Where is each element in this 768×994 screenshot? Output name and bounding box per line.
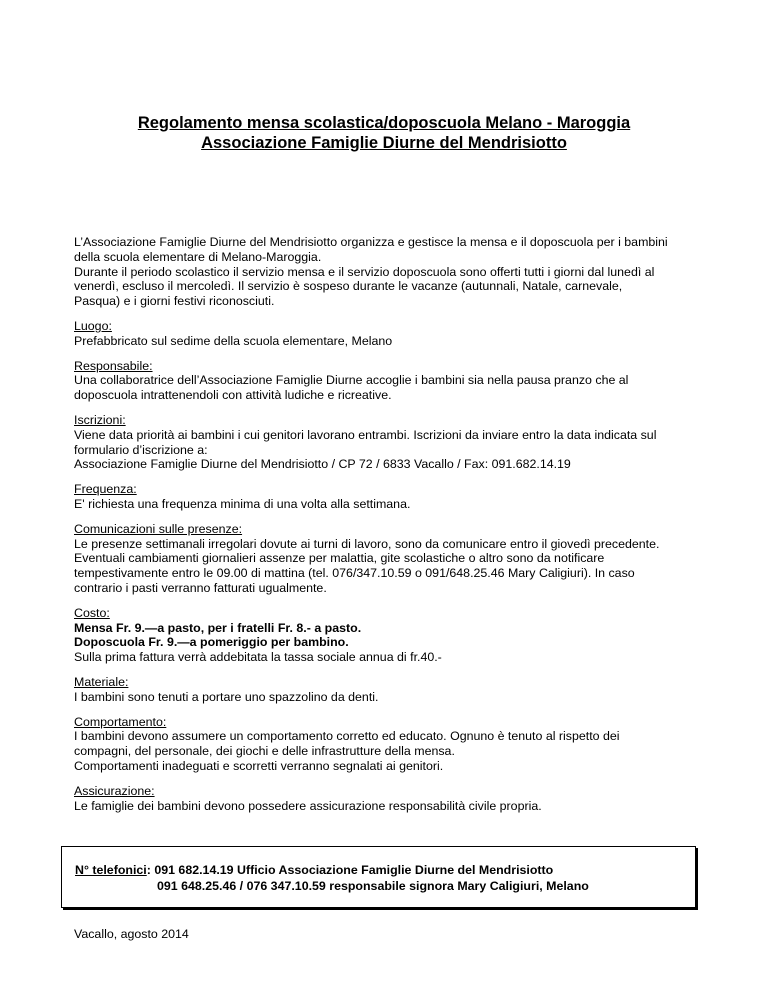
section-heading: Frequenza: bbox=[74, 482, 137, 497]
section-costo bbox=[74, 606, 714, 665]
price-line: Mensa Fr. 9.—a pasto, per i fratelli Fr. 8.- a pasto. bbox=[74, 620, 362, 635]
section-responsabile bbox=[74, 359, 714, 403]
section-line: Associazione Famiglie Diurne del Mendrisiotto / CP 72 / 6833 Vacallo / Fax: 091.682.14.19 bbox=[74, 457, 571, 472]
document-body bbox=[74, 235, 714, 823]
intro-line: Pasqua) e i giorni festivi riconosciuti. bbox=[74, 294, 275, 309]
section-heading: Responsabile: bbox=[74, 358, 153, 373]
section-assicurazione bbox=[74, 784, 714, 814]
section-line: E' richiesta una frequenza minima di una volta alla settimana. bbox=[74, 496, 411, 511]
section-heading: Comunicazioni sulle presenze: bbox=[74, 521, 243, 536]
section-line: doposcuola intrattenendoli con attività ludiche e ricreative. bbox=[74, 388, 392, 403]
section-line: Sulla prima fattura verrà addebitata la tassa sociale annua di fr.40.- bbox=[74, 650, 442, 665]
section-line: I bambini sono tenuti a portare uno spazzolino da denti. bbox=[74, 689, 379, 704]
section-line: Comportamenti inadeguati e scorretti verranno segnalati ai genitori. bbox=[74, 758, 444, 773]
section-heading: Costo: bbox=[74, 605, 110, 620]
section-line: Le famiglie dei bambini devono possedere assicurazione responsabilità civile propria. bbox=[74, 798, 542, 813]
section-line: compagni, del personale, dei giochi e delle infrastrutture della mensa. bbox=[74, 744, 455, 759]
contacts-box bbox=[61, 846, 696, 908]
section-materiale bbox=[74, 675, 714, 705]
document-title: Regolamento mensa scolastica/doposcuola Melano - Maroggia bbox=[137, 114, 631, 132]
intro-line: L’Associazione Famiglie Diurne del Mendrisiotto organizza e gestisce la mensa e il doposcuola per i bambini bbox=[74, 235, 668, 249]
section-line: tempestivamente entro le 09.00 di mattina (tel. 076/347.10.59 o 091/648.25.46 Mary Caligiuri). In caso bbox=[74, 566, 635, 581]
place-date: Vacallo, agosto 2014 bbox=[74, 927, 189, 941]
section-line: Viene data priorità ai bambini i cui genitori lavorano entrambi. Iscrizioni da inviare entro la data indicata sul bbox=[74, 427, 657, 442]
price-line: Doposcuola Fr. 9.—a pomeriggio per bambino. bbox=[74, 635, 349, 650]
section-heading: Assicurazione: bbox=[74, 783, 155, 798]
section-line: Le presenze settimanali irregolari dovute ai turni di lavoro, sono da comunicare entro il giovedì precedente. bbox=[74, 536, 660, 551]
section-comunicazioni bbox=[74, 522, 714, 596]
intro-line: Durante il periodo scolastico il servizio mensa e il servizio doposcuola sono offerti tutti i giorni dal lunedì al bbox=[74, 264, 655, 279]
section-line: I bambini devono assumere un comportamento corretto ed educato. Ognuno è tenuto al rispetto dei bbox=[74, 729, 620, 744]
contacts-label: N° telefonici bbox=[75, 863, 147, 877]
section-iscrizioni bbox=[74, 413, 714, 472]
section-heading: Iscrizioni: bbox=[74, 412, 126, 427]
intro-line: venerdì, escluso il mercoledì. Il servizio è sospeso durante le vacanze (autunnali, Natale, carnevale, bbox=[74, 279, 623, 294]
section-line: formulario d’iscrizione a: bbox=[74, 442, 208, 457]
section-frequenza bbox=[74, 482, 714, 512]
contact-line-office bbox=[75, 863, 553, 878]
section-heading: Luogo: bbox=[74, 318, 112, 333]
section-luogo bbox=[74, 319, 714, 349]
section-heading: Materiale: bbox=[74, 674, 129, 689]
document-subtitle: Associazione Famiglie Diurne del Mendrisiotto bbox=[201, 134, 567, 152]
intro-line: della scuola elementare di Melano-Maroggia. bbox=[74, 249, 322, 264]
section-line: Una collaboratrice dell’Associazione Famiglie Diurne accoglie i bambini sia nella pausa pranzo che al bbox=[74, 373, 629, 388]
section-line: contrario i pasti verranno fatturati ugualmente. bbox=[74, 580, 327, 595]
section-heading: Comportamento: bbox=[74, 714, 167, 729]
intro-paragraph bbox=[74, 235, 714, 309]
section-line: Eventuali cambiamenti giornalieri assenze per malattia, gite scolastiche o altro sono da notificare bbox=[74, 551, 605, 566]
contact-line-responsible: 091 648.25.46 / 076 347.10.59 responsabile signora Mary Caligiuri, Melano bbox=[157, 879, 589, 893]
contact-office-text: : 091 682.14.19 Ufficio Associazione Famiglie Diurne del Mendrisiotto bbox=[146, 863, 554, 877]
section-line: Prefabbricato sul sedime della scuola elementare, Melano bbox=[74, 333, 393, 348]
section-comportamento bbox=[74, 715, 714, 774]
